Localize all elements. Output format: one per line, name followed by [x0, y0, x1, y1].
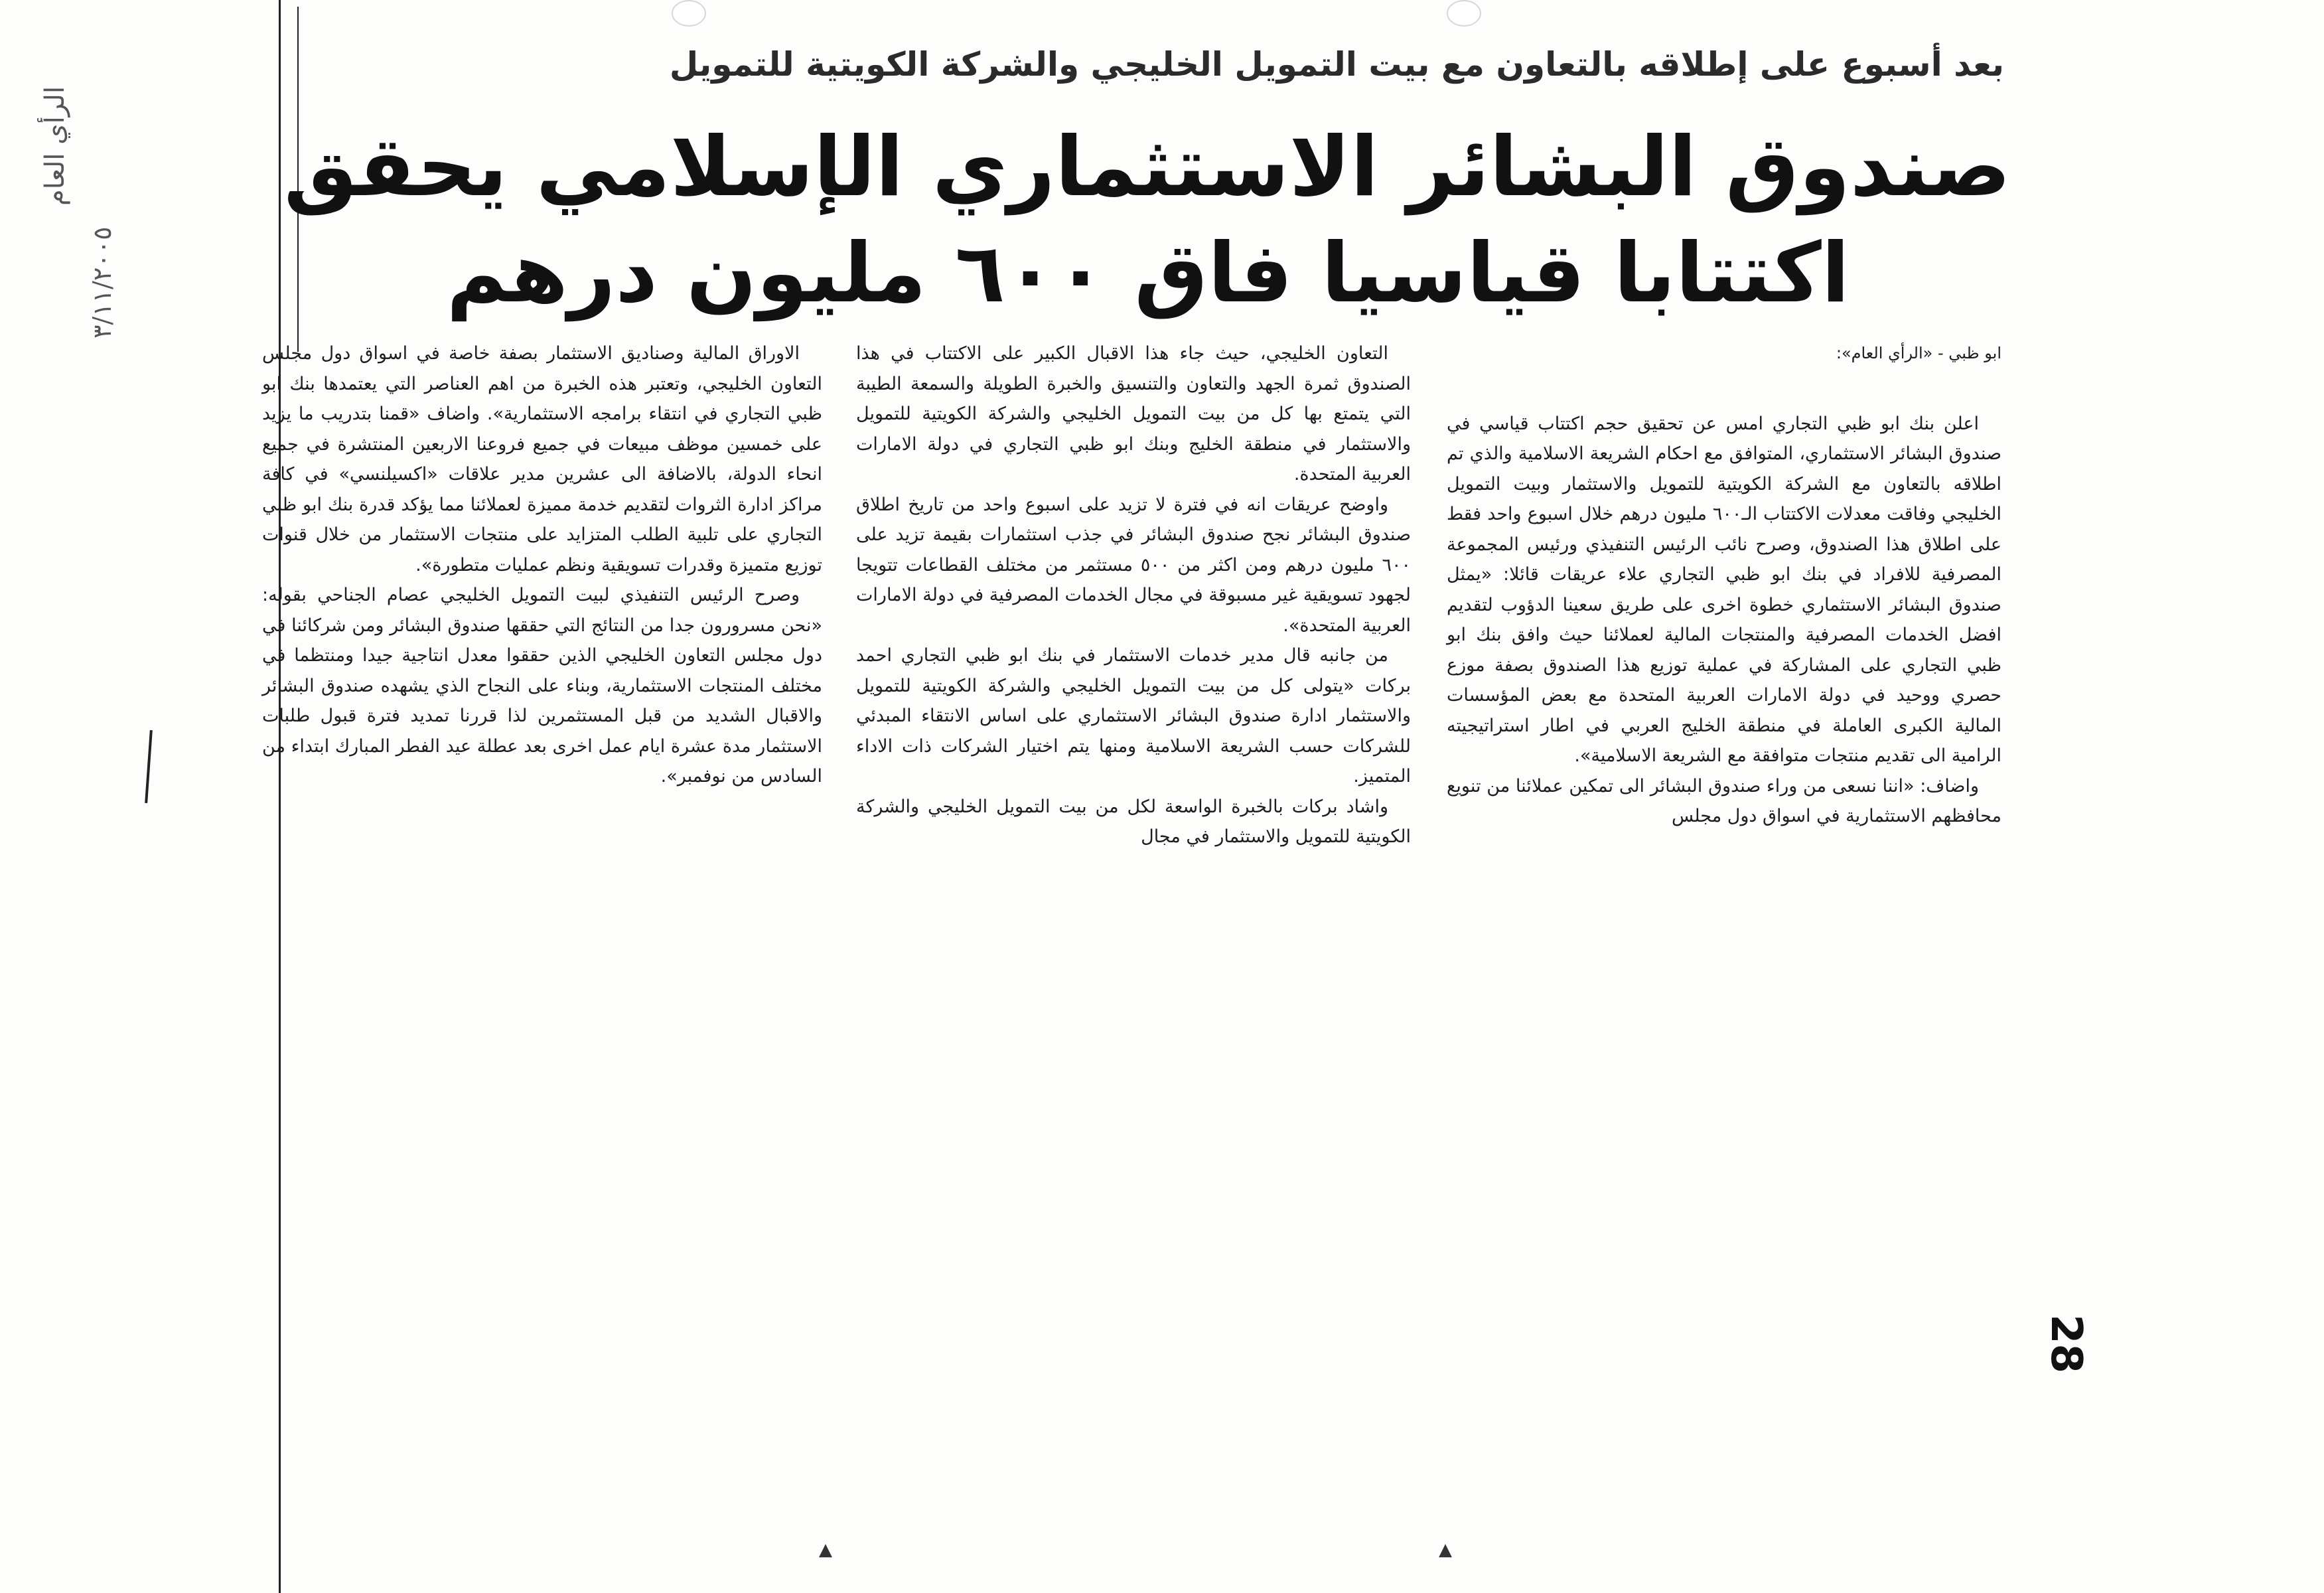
paragraph: واشاد بركات بالخبرة الواسعة لكل من بيت التمويل الخليجي والشركة الكويتية للتمويل والاستثمار في مجال: [856, 796, 1411, 847]
paragraph: واوضح عريقات انه في فترة لا تزيد على اسبوع واحد من تاريخ اطلاق صندوق البشائر نجح صندوق البشائر في جذب استثمارات بقيمة تزيد على ٦٠٠ مليون درهم ومن اكثر من ٥٠٠ مستثمر من مختلف القطاعات تتويجا لجهود تسويقية غير مسبوقة في مجال الخدمات المصرفية في دولة الامارات العربية المتحدة».: [856, 494, 1411, 636]
punch-hole-left: [672, 0, 706, 27]
scan-mark: ▲: [819, 1540, 832, 1560]
clipping-edge-line: [279, 0, 281, 1593]
kicker: بعد أسبوع على إطلاقه بالتعاون مع بيت التمويل الخليجي والشركة الكويتية للتمويل: [669, 45, 2004, 84]
paragraph: اعلن بنك ابو ظبي التجاري امس عن تحقيق حجم اكتتاب قياسي في صندوق البشائر الاستثماري، المتوافق مع احكام الشريعة الاسلامية والذي تم اطلاقه بالتعاون مع الشركة الكويتية للتمويل والاستثمار وبيت التمويل الخليجي وفاقت معدلات الاكتتاب الـ٦٠٠ مليون درهم خلال اسبوع واحد فقط على اطلاق هذا الصندوق، وصرح نائب الرئيس التنفيذي ورئيس المجموعة المصرفية للافراد في بنك ابو ظبي التجاري علاء عريقات قائلا: «يمثل صندوق البشائر الاستثماري خطوة اخرى على طريق سعينا الدؤوب لتقديم افضل الخدمات المصرفية والمنتجات المالية لعملائنا حيث وافق بنك ابو ظبي التجاري على المشاركة في عملية توزيع هذا الصندوق بصفة موزع حصري ووحيد في دولة الامارات العربية المتحدة مع بعض المؤسسات المالية الكبرى العاملة في منطقة الخليج العربي في اطار استراتيجيته الرامية الى تقديم منتجات متوافقة مع الشريعة الاسلامية».: [1447, 413, 2001, 766]
headline-line2: اكتتابا قياسيا فاق ٦٠٠ مليون درهم: [446, 226, 1850, 321]
handwritten-annotation: [27, 86, 159, 378]
paragraph: الاوراق المالية وصناديق الاستثمار بصفة خاصة في اسواق دول مجلس التعاون الخليجي، وتعتبر هذه الخبرة من اهم العناصر التي يعتمدها بنك ابو ظبي التجاري في انتقاء برامجه الاستثمارية». واضاف «قمنا بتدريب ما يزيد على خمسين موظف مبيعات في جميع فروعنا الاربعين المنتشرة في جميع انحاء الدولة، بالاضافة الى عشرين مدير علاقات «اكسيلنسي» في كافة مراكز ادارة الثروات لتقديم خدمة مميزة لعملائنا مما يؤكد قدرة بنك ابو ظبي التجاري على تلبية الطلب المتزايد على منتجات الاستثمار من خلال قنوات توزيع متميزة وقدرات تسويقية ونظم عمليات متطورة».: [262, 343, 822, 575]
headline-line1: صندوق البشائر الاستثماري الإسلامي يحقق: [283, 119, 2011, 215]
paragraph: وصرح الرئيس التنفيذي لبيت التمويل الخليجي عصام الجناحي بقوله: «نحن مسرورون جدا من النتائج التي حققها صندوق البشائر ومن شركائنا في دول مجلس التعاون الخليجي الذين حققوا معدل انتاجية جيدا ومنتظما في مختلف المنتجات الاستثمارية، وبناء على النجاح الذي يشهده صندوق البشائر والاقبال الشديد من قبل المستثمرين لذا قررنا تمديد فترة قبول طلبات الاستثمار مدة عشرة ايام عمل اخرى بعد عطلة عيد الفطر المبارك ابتداء من السادس من نوفمبر».: [262, 585, 822, 787]
dateline: ابو ظبي - «الرأي العام»:: [1836, 344, 2001, 362]
paragraph: من جانبه قال مدير خدمات الاستثمار في بنك ابو ظبي التجاري احمد بركات «يتولى كل من بيت التمويل الخليجي والشركة الكويتية للتمويل والاستثمار ادارة صندوق البشائر الاستثماري على اساس الانتقاء المبدئي للشركات حسب الشريعة الاسلامية ومنها يتم اختيار الشركات ذات الاداء المتميز.: [856, 645, 1411, 787]
pen-mark: [145, 730, 153, 803]
page-number: 28: [2041, 1314, 2090, 1374]
handwritten-date: ٣/١١/٢٠٠٥: [88, 226, 117, 339]
article-column-2: [856, 339, 1411, 852]
paragraph: واضاف: «اننا نسعى من وراء صندوق البشائر الى تمكين عملائنا من تنويع محافظهم الاستثمارية في اسواق دول مجلس: [1447, 775, 2001, 826]
punch-hole-right: [1447, 0, 1481, 27]
article-column-3: [262, 339, 822, 792]
paragraph: التعاون الخليجي، حيث جاء هذا الاقبال الكبير على الاكتتاب في هذا الصندوق ثمرة الجهد والتعاون والتنسيق والخبرة الطويلة والسمعة الطيبة التي يتمتع بها كل من بيت التمويل الخليجي والشركة الكويتية للتمويل والاستثمار في منطقة الخليج وبنك ابو ظبي التجاري في دولة الامارات العربية المتحدة.: [856, 343, 1411, 485]
scan-mark: ▲: [1439, 1540, 1452, 1560]
handwritten-source: الرأي العام: [40, 86, 70, 206]
article-column-1: [1447, 339, 2001, 832]
